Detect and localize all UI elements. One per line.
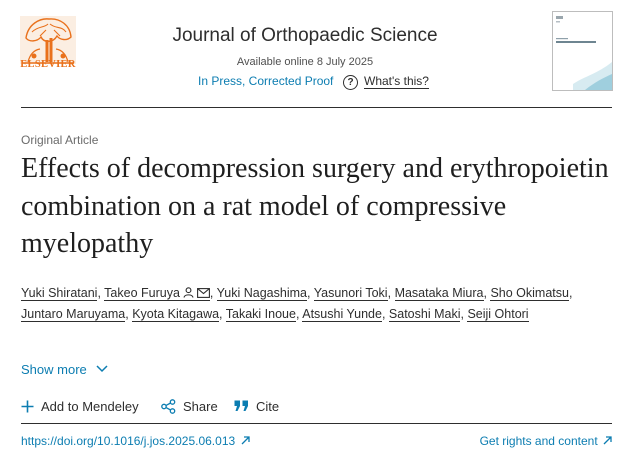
author-separator: , [483,286,487,300]
author-separator: , [460,307,464,321]
get-rights-text: Get rights and content [479,434,598,448]
author-link-corresponding[interactable] [104,286,210,301]
available-online-date: Available online 8 July 2025 [236,56,374,68]
doi-text: https://doi.org/10.1016/j.jos.2025.06.013 [21,434,236,448]
external-link-icon [241,436,250,445]
doi-link[interactable] [21,434,250,448]
author-link[interactable]: Atsushi Yunde [302,307,382,321]
author-separator: , [568,286,573,300]
chevron-down-icon [96,365,108,373]
in-press-link[interactable]: In Press, Corrected Proof [198,74,334,88]
author-link[interactable]: Juntaro Maruyama [21,307,126,321]
external-link-icon [603,436,612,445]
share-icon [161,399,176,414]
journal-cover-thumbnail[interactable] [552,11,613,91]
help-icon[interactable]: ? [343,75,358,90]
author-link[interactable]: Yasunori Toki [313,286,388,300]
author-name: Takeo Furuya [104,286,180,300]
author-link[interactable]: Sho Okimatsu [490,286,569,300]
plus-icon [21,400,34,413]
quote-icon [234,400,249,412]
share-label: Share [183,398,218,414]
article-title: Effects of decompression surgery and erythropoietin combination on a rat model of compressive myelopathy [21,153,609,259]
author-separator: , [97,286,101,300]
author-link[interactable]: Satoshi Maki [388,307,461,321]
envelope-icon [197,288,210,298]
author-separator: , [387,286,392,300]
header-divider [21,107,612,108]
show-more-label: Show more [21,362,87,377]
author-link[interactable]: Kyota Kitagawa [132,307,220,321]
person-icon [183,287,194,298]
author-separator: , [209,286,214,300]
whats-this-link[interactable]: What's this? [364,74,429,88]
author-link[interactable]: Seiji Ohtori [467,307,529,321]
author-link[interactable]: Yuki Nagashima [216,286,307,300]
article-type-label: Original Article [21,133,99,147]
cite-button[interactable] [234,397,279,415]
add-to-mendeley-label: Add to Mendeley [41,398,139,414]
author-separator: , [125,307,129,321]
author-separator: , [381,307,386,321]
publisher-logo-text: ELSEVIER [20,59,76,70]
author-link[interactable]: Masataka Miura [394,286,484,300]
show-more-button[interactable] [21,362,108,377]
author-link[interactable]: Takaki Inoue [225,307,296,321]
cite-label: Cite [256,398,280,414]
actions-divider [21,423,612,424]
share-button[interactable] [161,397,218,415]
add-to-mendeley-button[interactable] [21,397,139,415]
author-separator: , [295,307,300,321]
author-link[interactable]: Yuki Shiratani [21,286,98,300]
journal-title-link[interactable]: Journal of Orthopaedic Science [172,25,438,46]
article-header [0,0,641,108]
author-list [21,283,616,325]
author-separator: , [306,286,311,300]
author-separator: , [219,307,223,321]
get-rights-link[interactable] [480,434,612,448]
